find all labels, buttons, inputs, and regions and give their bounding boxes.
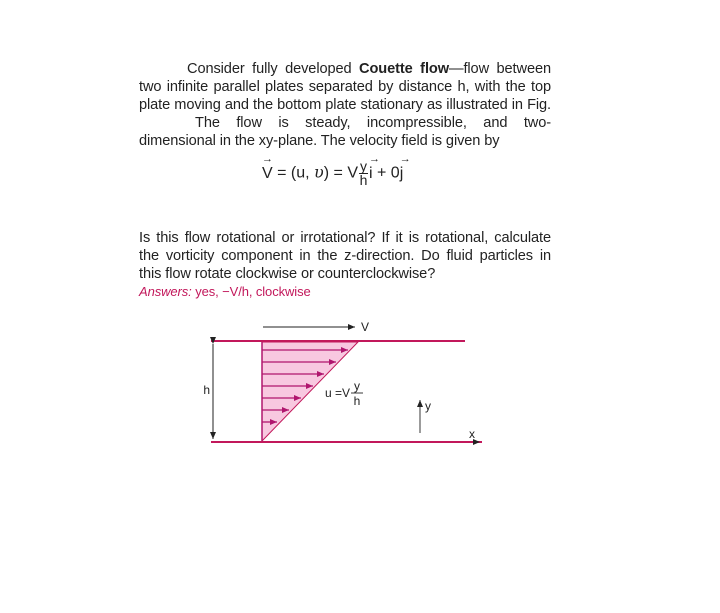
x-axis-label: x bbox=[469, 427, 475, 441]
velocity-vector-symbol: → V bbox=[262, 165, 273, 183]
y-axis-label: y bbox=[425, 399, 431, 413]
intro-text-end: The flow is steady, incompressible, and two-dimensional in the xy-plane. The velocity field is given by bbox=[139, 114, 551, 149]
profile-fraction-numerator: y bbox=[354, 379, 360, 393]
top-velocity-label: V bbox=[361, 320, 370, 334]
i-unit-vector: → i bbox=[369, 165, 373, 183]
height-label: h bbox=[203, 383, 210, 397]
intro-text-start: Consider fully developed bbox=[187, 60, 360, 77]
fraction-denominator: h bbox=[359, 172, 368, 188]
j-unit-vector: → j bbox=[400, 165, 404, 183]
question-text: Is this flow rotational or irrotational? If it is rotational, calculate the vorticity component in the z-direction. Do fluid particles in this flow rotate clockwise or counterclockwise? bbox=[139, 229, 551, 282]
fraction-numerator: y bbox=[360, 158, 367, 174]
answers-label: Answers: bbox=[139, 283, 192, 299]
v-velocity-symbol: υ bbox=[314, 162, 324, 182]
intro-text-middle: —flow between two infinite parallel plates separated by distance h, with the top plate moving and the bottom plate stationary as illustrated in Fig. bbox=[139, 60, 552, 113]
profile-equation-label: u =V bbox=[325, 386, 351, 400]
answers-values: yes, −V/h, clockwise bbox=[195, 283, 311, 299]
equation-part-1: = (u, bbox=[272, 164, 315, 182]
profile-fraction-denominator: h bbox=[353, 394, 361, 408]
equation-plus-zero: + 0 bbox=[372, 164, 400, 182]
equation-part-2: ) = V bbox=[323, 164, 358, 182]
couette-flow-term: Couette flow bbox=[359, 60, 449, 77]
